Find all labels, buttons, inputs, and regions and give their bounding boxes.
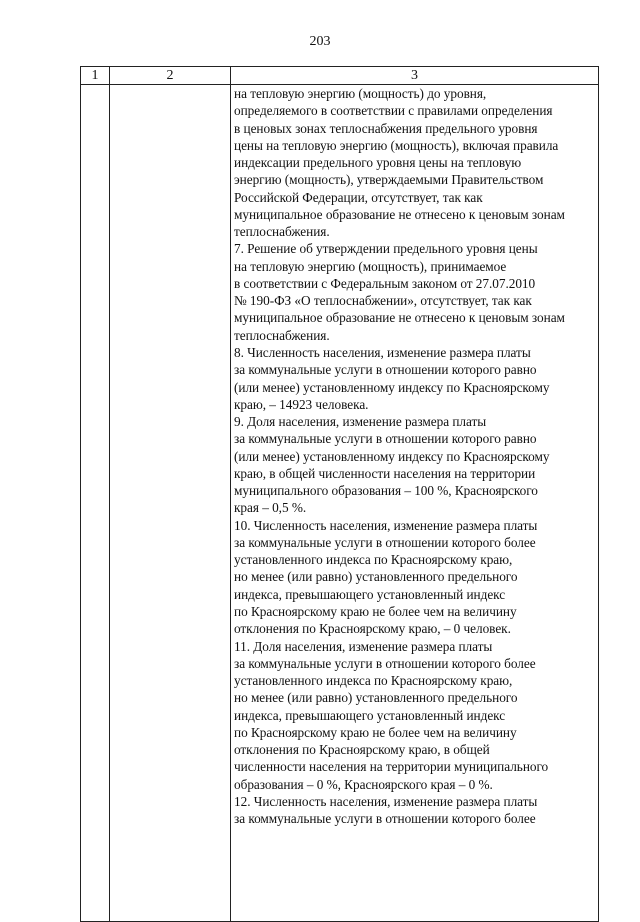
text-line: 11. Доля населения, изменение размера платы — [234, 638, 493, 654]
text-line: 10. Численность населения, изменение размера платы — [234, 517, 538, 533]
text-line: 12. Численность населения, изменение размера платы — [234, 793, 538, 809]
text-line: муниципального образования – 100 %, Красноярского — [234, 483, 538, 499]
text-line: за коммунальные услуги в отношении которого более — [234, 534, 536, 550]
text-line: № 190-ФЗ «О теплоснабжении», отсутствует, так как — [234, 293, 532, 309]
text-line: краю, – 14923 человека. — [234, 396, 369, 412]
text-line: Российской Федерации, отсутствует, так как — [234, 189, 483, 205]
text-line: установленного индекса по Красноярскому краю, — [234, 673, 513, 689]
text-line: индексации предельного уровня цены на тепловую — [234, 155, 522, 171]
text-line: численности населения на территории муниципального — [234, 759, 549, 775]
text-line: муниципальное образование не отнесено к ценовым зонам — [234, 310, 565, 326]
text-line: 8. Численность населения, изменение размера платы — [234, 344, 531, 360]
text-line: в ценовых зонах теплоснабжения предельного уровня — [234, 120, 538, 136]
text-line: на тепловую энергию (мощность) до уровня, — [234, 86, 487, 101]
page-number: 203 — [309, 34, 331, 49]
text-line: отклонения по Красноярскому краю, – 0 человек. — [234, 621, 511, 637]
text-line: индекса, превышающего установленный индекс — [234, 707, 506, 723]
text-line: в соответствии с Федеральным законом от 27.07.2010 — [234, 275, 536, 291]
text-line: установленного индекса по Красноярскому краю, — [234, 552, 513, 568]
text-line: теплоснабжения. — [234, 327, 330, 343]
text-line: за коммунальные услуги в отношении которого равно — [234, 431, 537, 447]
text-line: за коммунальные услуги в отношении которого равно — [234, 362, 537, 378]
text-line: энергию (мощность), утверждаемыми Правительством — [234, 172, 544, 188]
text-line: краю, в общей численности населения на территории — [234, 465, 536, 481]
text-line: края – 0,5 %. — [234, 500, 307, 516]
text-line: теплоснабжения. — [234, 224, 330, 240]
text-line: но менее (или равно) установленного предельного — [234, 569, 518, 585]
column-divider — [230, 67, 231, 921]
column-header-1: 1 — [91, 68, 99, 83]
document-table — [80, 66, 599, 922]
text-line: муниципальное образование не отнесено к ценовым зонам — [234, 206, 565, 222]
column-3-content — [232, 85, 598, 827]
text-line: но менее (или равно) установленного предельного — [234, 690, 518, 706]
text-line: 7. Решение об утверждении предельного уровня цены — [234, 241, 538, 257]
text-line: (или менее) установленному индексу по Красноярскому — [234, 448, 550, 464]
column-header-3: 3 — [411, 68, 418, 83]
text-line: (или менее) установленному индексу по Красноярскому — [234, 379, 550, 395]
text-line: отклонения по Красноярскому краю, в общей — [234, 742, 490, 758]
text-line: образования – 0 %, Красноярского края – 0 %. — [234, 776, 493, 792]
text-line: по Красноярскому краю не более чем на величину — [234, 724, 517, 740]
text-line: за коммунальные услуги в отношении которого более — [234, 811, 536, 827]
column-divider — [109, 67, 110, 921]
column-header-2: 2 — [166, 68, 174, 83]
text-line: на тепловую энергию (мощность), принимаемое — [234, 258, 507, 274]
text-line: по Красноярскому краю не более чем на величину — [234, 603, 517, 619]
text-line: индекса, превышающего установленный индекс — [234, 586, 506, 602]
text-line: цены на тепловую энергию (мощность), включая правила — [234, 137, 559, 153]
text-line: 9. Доля населения, изменение размера платы — [234, 414, 487, 430]
text-line: определяемого в соответствии с правилами определения — [234, 103, 553, 119]
text-line: за коммунальные услуги в отношении которого более — [234, 655, 536, 671]
